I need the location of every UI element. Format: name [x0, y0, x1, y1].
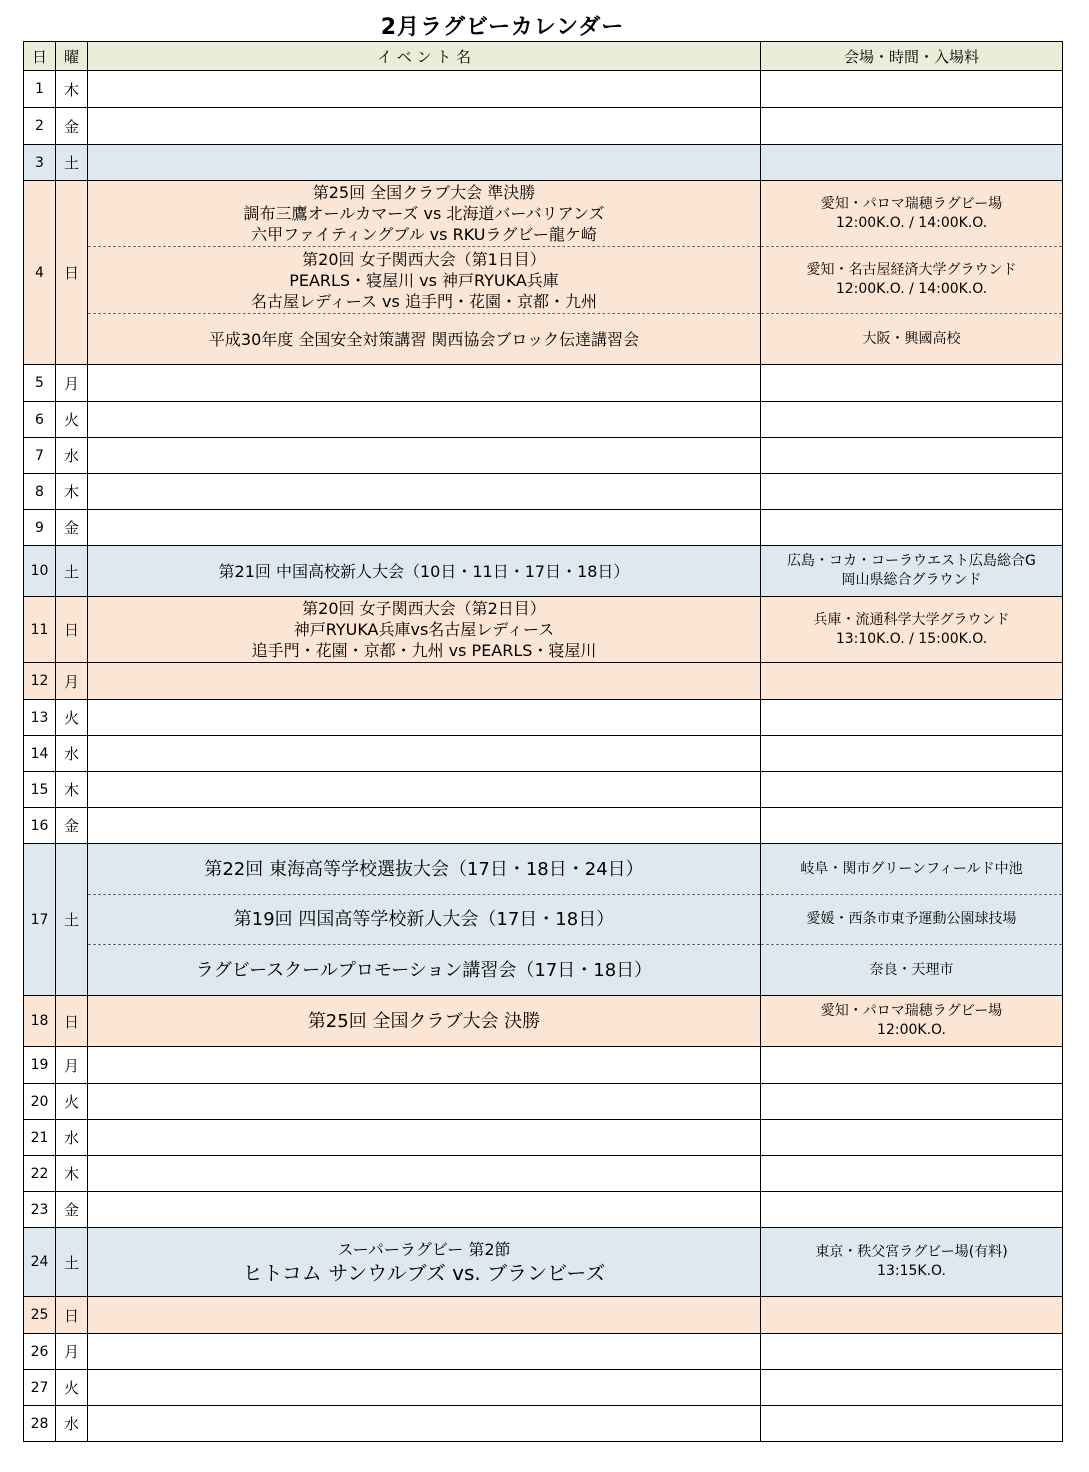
venue-line: 岐阜・関市グリーンフィールド中池 — [800, 860, 1023, 877]
header-weekday: 曜 — [56, 42, 88, 71]
venue-cell — [761, 996, 1063, 1047]
day-number: 17 — [24, 844, 56, 996]
table-row — [24, 1156, 1063, 1192]
page-title: 2月ラグビーカレンダー — [380, 15, 625, 40]
weekday-label: 金 — [56, 510, 88, 546]
day-number: 1 — [24, 71, 56, 108]
table-row — [24, 597, 1063, 663]
day-number: 28 — [24, 1406, 56, 1442]
table-row — [24, 1406, 1063, 1442]
day-number: 4 — [24, 181, 56, 365]
event-line: 第25回 全国クラブ大会 準決勝 — [312, 183, 536, 202]
table-row — [24, 510, 1063, 546]
event-cell — [88, 996, 761, 1047]
day-number: 7 — [24, 438, 56, 474]
weekday-label: 日 — [56, 597, 88, 663]
day-number: 24 — [24, 1228, 56, 1297]
event-line: ラグビースクールプロモーション講習会（17日・18日） — [195, 959, 653, 981]
table-row — [24, 247, 1063, 314]
venue-cell — [761, 314, 1063, 365]
venue-cell — [761, 145, 1063, 181]
venue-cell — [761, 844, 1063, 895]
event-line: 第22回 東海高等学校選抜大会（17日・18日・24日） — [204, 858, 644, 880]
event-line: 名古屋レディース vs 追手門・花園・京都・九州 — [251, 291, 597, 311]
table-row — [24, 663, 1063, 700]
weekday-label: 水 — [56, 438, 88, 474]
event-cell — [88, 314, 761, 365]
venue-cell — [761, 1297, 1063, 1334]
weekday-label: 月 — [56, 1047, 88, 1084]
venue-line: 12:00K.O. — [877, 1022, 946, 1038]
table-row — [24, 1297, 1063, 1334]
event-line: 第20回 女子関西大会（第1日目） — [302, 249, 546, 269]
event-cell — [88, 1406, 761, 1442]
venue-cell — [761, 1334, 1063, 1370]
weekday-label: 土 — [56, 546, 88, 597]
weekday-label: 木 — [56, 1156, 88, 1192]
weekday-label: 土 — [56, 844, 88, 996]
table-row — [24, 1120, 1063, 1156]
event-line: PEARLS・寝屋川 vs 神戸RYUKA兵庫 — [289, 270, 559, 290]
day-number: 23 — [24, 1192, 56, 1228]
table-row — [24, 1192, 1063, 1228]
venue-cell — [761, 546, 1063, 597]
event-cell — [88, 945, 761, 996]
day-number: 21 — [24, 1120, 56, 1156]
venue-line: 岡山県総合グラウンド — [841, 572, 982, 588]
day-number: 5 — [24, 365, 56, 402]
weekday-label: 土 — [56, 145, 88, 181]
event-line: 神戸RYUKA兵庫vs名古屋レディース — [293, 620, 555, 639]
day-number: 12 — [24, 663, 56, 700]
day-number: 10 — [24, 546, 56, 597]
venue-cell — [761, 1047, 1063, 1084]
table-row — [24, 772, 1063, 808]
venue-line: 12:00K.O. / 14:00K.O. — [835, 214, 988, 231]
venue-cell — [761, 1120, 1063, 1156]
table-row — [24, 996, 1063, 1047]
venue-line: 13:15K.O. — [877, 1263, 946, 1279]
event-cell — [88, 844, 761, 895]
weekday-label: 金 — [56, 108, 88, 145]
table-row — [24, 1334, 1063, 1370]
event-cell — [88, 1084, 761, 1120]
event-cell — [88, 1297, 761, 1334]
table-row — [24, 1228, 1063, 1297]
event-line: 第19回 四国高等学校新人大会（17日・18日） — [233, 909, 615, 930]
venue-line: 愛知・名古屋経済大学グラウンド — [806, 262, 1017, 278]
weekday-label: 火 — [56, 700, 88, 736]
venue-line: 愛媛・西条市東予運動公園球技場 — [806, 911, 1017, 927]
venue-cell — [761, 1192, 1063, 1228]
event-cell — [88, 145, 761, 181]
weekday-label: 火 — [56, 1370, 88, 1406]
venue-line: 東京・秩父宮ラグビー場(有料) — [815, 1244, 1008, 1260]
day-number: 6 — [24, 402, 56, 438]
venue-cell — [761, 510, 1063, 546]
weekday-label: 水 — [56, 1120, 88, 1156]
venue-line: 奈良・天理市 — [869, 961, 954, 978]
day-number: 20 — [24, 1084, 56, 1120]
venue-line: 大阪・興國高校 — [862, 330, 961, 347]
event-line: 第25回 全国クラブ大会 決勝 — [307, 1010, 541, 1032]
venue-cell — [761, 1406, 1063, 1442]
venue-cell — [761, 247, 1063, 314]
day-number: 8 — [24, 474, 56, 510]
weekday-label: 月 — [56, 365, 88, 402]
event-line: 第21回 中国高校新人大会（10日・11日・17日・18日） — [218, 561, 630, 581]
event-cell — [88, 663, 761, 700]
calendar-table — [23, 41, 1063, 1442]
weekday-label: 木 — [56, 474, 88, 510]
header-row — [24, 42, 1063, 71]
table-row — [24, 474, 1063, 510]
table-row — [24, 402, 1063, 438]
weekday-label: 月 — [56, 1334, 88, 1370]
weekday-label: 火 — [56, 1084, 88, 1120]
day-number: 9 — [24, 510, 56, 546]
day-number: 25 — [24, 1297, 56, 1334]
table-row — [24, 108, 1063, 145]
event-cell — [88, 474, 761, 510]
day-number: 22 — [24, 1156, 56, 1192]
venue-line: 12:00K.O. / 14:00K.O. — [835, 281, 988, 297]
event-cell — [88, 1156, 761, 1192]
venue-cell — [761, 1228, 1063, 1297]
event-cell — [88, 1047, 761, 1084]
day-number: 19 — [24, 1047, 56, 1084]
day-number: 11 — [24, 597, 56, 663]
event-cell — [88, 1120, 761, 1156]
event-cell — [88, 808, 761, 844]
day-number: 14 — [24, 736, 56, 772]
event-cell — [88, 365, 761, 402]
venue-line: 兵庫・流通科学大学グラウンド — [813, 611, 1010, 628]
table-row — [24, 546, 1063, 597]
event-cell — [88, 700, 761, 736]
venue-cell — [761, 474, 1063, 510]
event-line: 調布三鷹オールカマーズ vs 北海道バーバリアンズ — [243, 204, 605, 223]
event-cell — [88, 438, 761, 474]
table-row — [24, 808, 1063, 844]
day-number: 26 — [24, 1334, 56, 1370]
table-row — [24, 1370, 1063, 1406]
day-number: 18 — [24, 996, 56, 1047]
venue-cell — [761, 71, 1063, 108]
event-cell — [88, 1334, 761, 1370]
weekday-label: 月 — [56, 663, 88, 700]
event-cell — [88, 247, 761, 314]
table-row — [24, 700, 1063, 736]
day-number: 16 — [24, 808, 56, 844]
table-row — [24, 945, 1063, 996]
venue-cell — [761, 181, 1063, 247]
venue-cell — [761, 597, 1063, 663]
event-cell — [88, 510, 761, 546]
venue-cell — [761, 736, 1063, 772]
weekday-label: 水 — [56, 1406, 88, 1442]
day-number: 13 — [24, 700, 56, 736]
table-row — [24, 736, 1063, 772]
venue-cell — [761, 438, 1063, 474]
table-row — [24, 844, 1063, 895]
venue-cell — [761, 808, 1063, 844]
header-venue: 会場・時間・入場料 — [761, 42, 1063, 71]
venue-cell — [761, 663, 1063, 700]
venue-cell — [761, 365, 1063, 402]
table-row — [24, 1084, 1063, 1120]
event-cell — [88, 736, 761, 772]
table-row — [24, 71, 1063, 108]
weekday-label: 木 — [56, 71, 88, 108]
event-line: 六甲ファイティングブル vs RKUラグビー龍ケ崎 — [251, 225, 597, 244]
event-cell — [88, 71, 761, 108]
event-cell — [88, 1192, 761, 1228]
venue-cell — [761, 895, 1063, 945]
event-cell — [88, 402, 761, 438]
venue-cell — [761, 700, 1063, 736]
weekday-label: 日 — [56, 1297, 88, 1334]
day-number: 27 — [24, 1370, 56, 1406]
venue-cell — [761, 945, 1063, 996]
weekday-label: 水 — [56, 736, 88, 772]
venue-cell — [761, 1370, 1063, 1406]
day-number: 3 — [24, 145, 56, 181]
event-cell — [88, 181, 761, 247]
event-line: スーパーラグビー 第2節 — [337, 1239, 511, 1259]
event-cell — [88, 1370, 761, 1406]
weekday-label: 金 — [56, 1192, 88, 1228]
event-line: 追手門・花園・京都・九州 vs PEARLS・寝屋川 — [251, 641, 597, 660]
weekday-label: 金 — [56, 808, 88, 844]
event-cell — [88, 597, 761, 663]
event-cell — [88, 108, 761, 145]
day-number: 15 — [24, 772, 56, 808]
event-cell — [88, 895, 761, 945]
venue-line: 愛知・パロマ瑞穂ラグビー場 — [820, 1003, 1003, 1019]
event-line: 第20回 女子関西大会（第2日目） — [302, 599, 546, 618]
venue-cell — [761, 402, 1063, 438]
venue-cell — [761, 1156, 1063, 1192]
table-row — [24, 438, 1063, 474]
table-row — [24, 145, 1063, 181]
event-line: ヒトコム サンウルブズ vs. ブランビーズ — [242, 1260, 606, 1285]
weekday-label: 日 — [56, 181, 88, 365]
header-event: イ ベ ン ト 名 — [88, 42, 761, 71]
venue-line: 13:10K.O. / 15:00K.O. — [835, 630, 988, 647]
table-row — [24, 895, 1063, 945]
weekday-label: 土 — [56, 1228, 88, 1297]
event-cell — [88, 1228, 761, 1297]
venue-cell — [761, 108, 1063, 145]
event-cell — [88, 546, 761, 597]
table-row — [24, 1047, 1063, 1084]
weekday-label: 日 — [56, 996, 88, 1047]
venue-line: 広島・コカ・コーラウエスト広島総合G — [787, 553, 1036, 569]
weekday-label: 火 — [56, 402, 88, 438]
table-row — [24, 181, 1063, 247]
table-row — [24, 365, 1063, 402]
venue-line: 愛知・パロマ瑞穂ラグビー場 — [820, 195, 1003, 212]
weekday-label: 木 — [56, 772, 88, 808]
event-line: 平成30年度 全国安全対策講習 関西協会ブロック伝達講習会 — [208, 329, 640, 349]
table-row — [24, 314, 1063, 365]
venue-cell — [761, 1084, 1063, 1120]
event-cell — [88, 772, 761, 808]
venue-cell — [761, 772, 1063, 808]
header-day: 日 — [24, 42, 56, 71]
day-number: 2 — [24, 108, 56, 145]
